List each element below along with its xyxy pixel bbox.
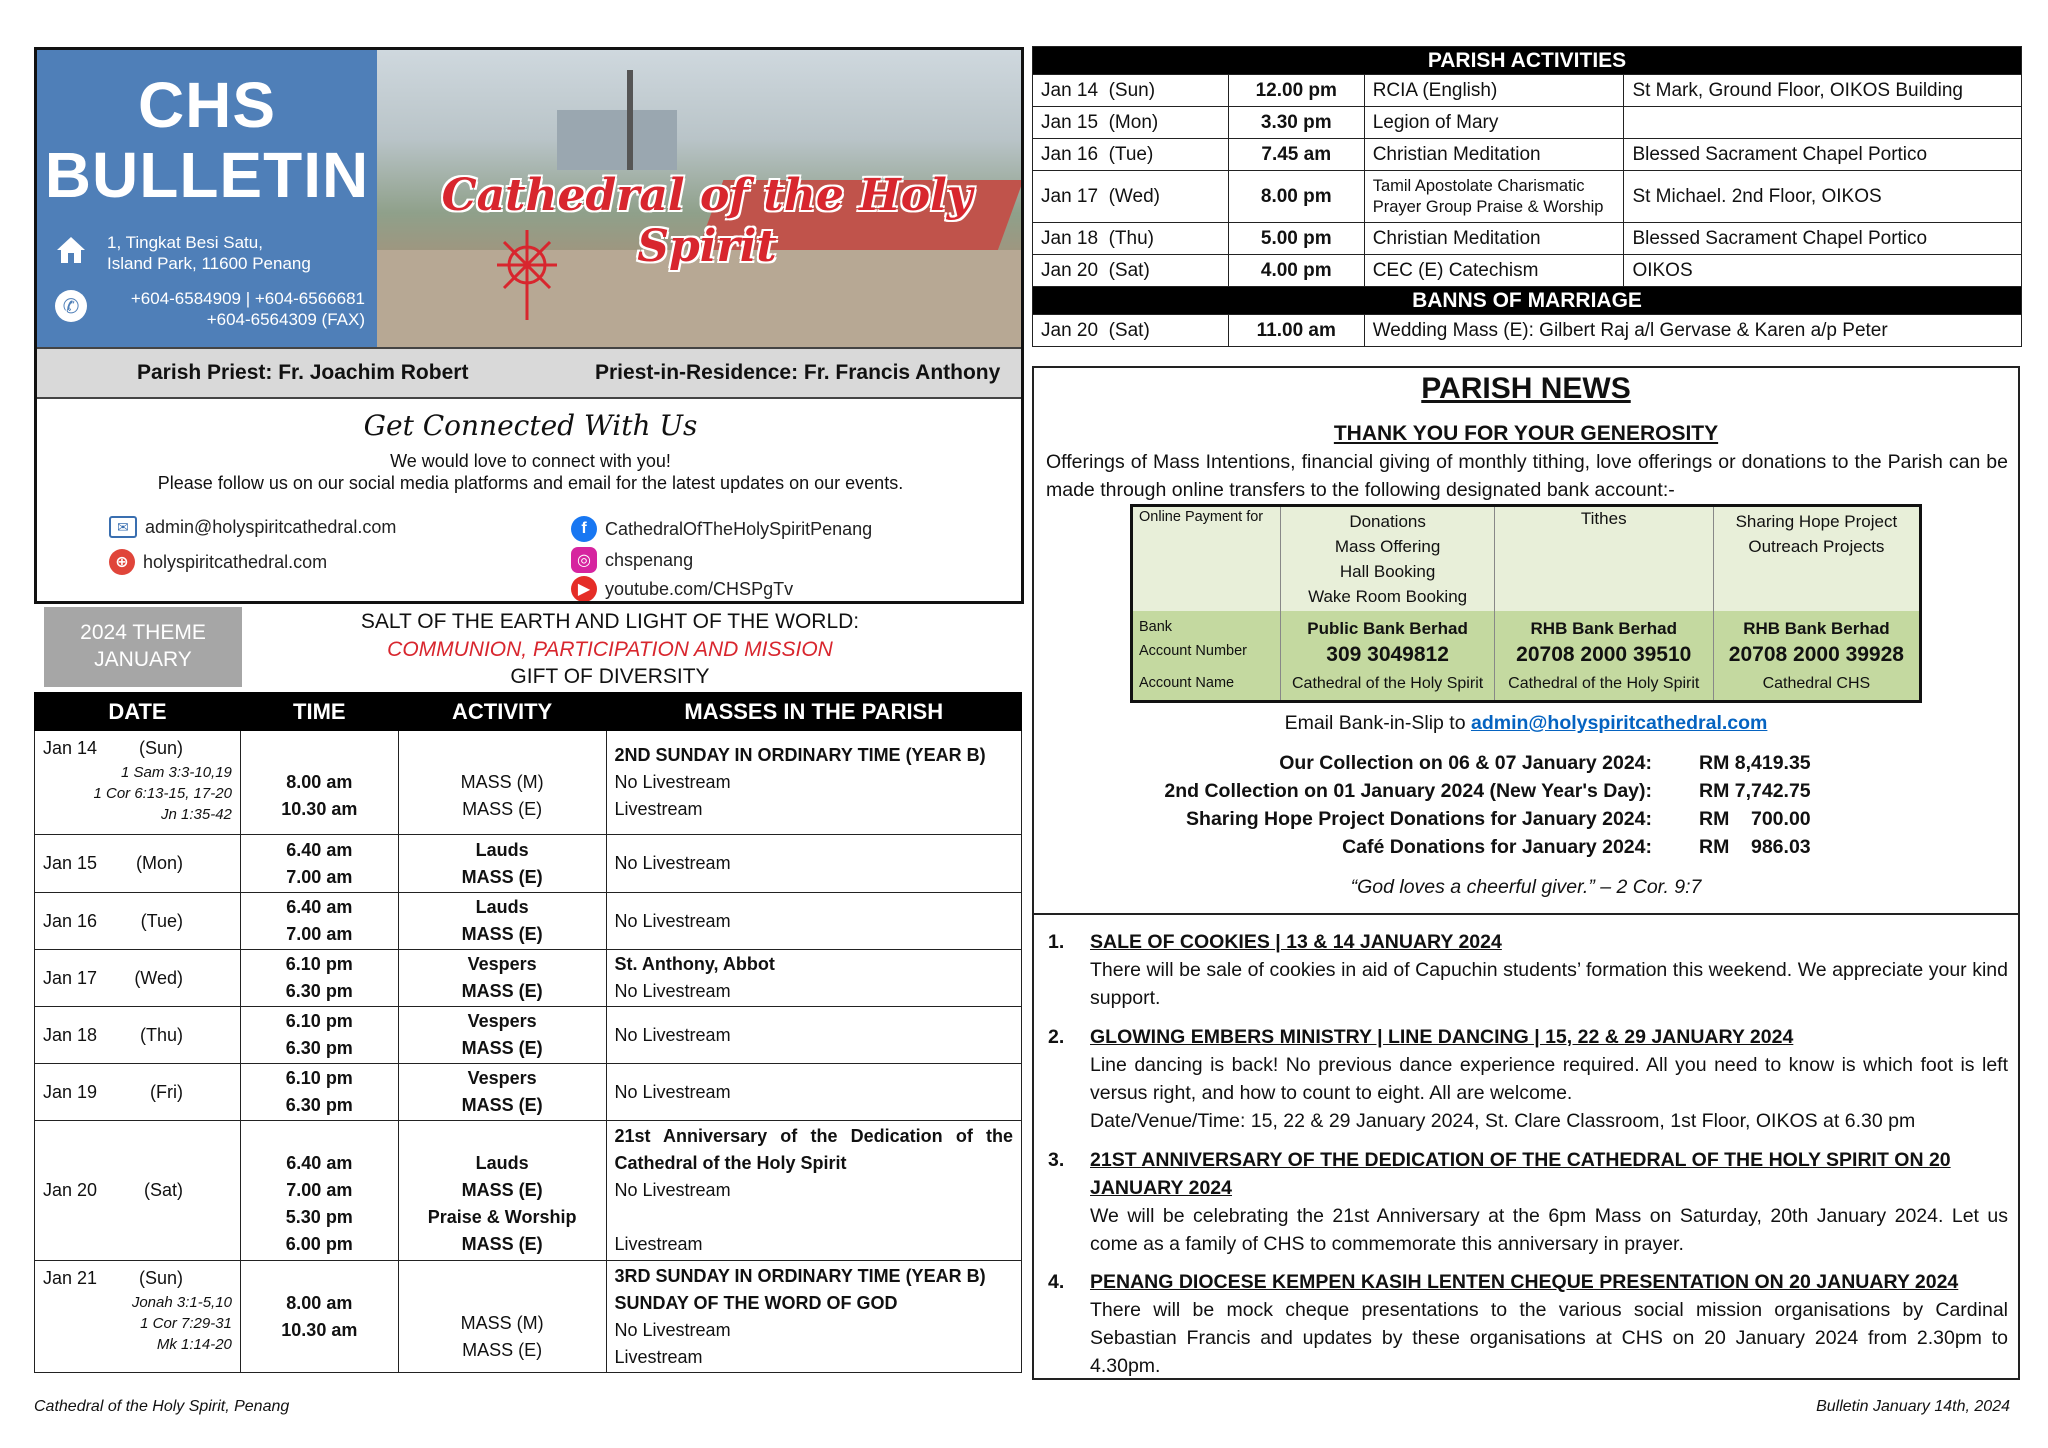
time: 7.00 am	[286, 1179, 353, 1200]
facebook-icon: f	[571, 516, 597, 542]
activity: Lauds	[475, 839, 529, 860]
venue: St Michael. 2nd Floor, OIKOS	[1624, 171, 2022, 223]
time: 6.30 pm	[285, 1095, 353, 1115]
table-row	[1033, 255, 2022, 287]
activity: MASS (E)	[461, 1038, 543, 1058]
banns-text: Wedding Mass (E): Gilbert Raj a/l Gervase & Karen a/p Peter	[1364, 315, 2021, 347]
row-day: (Thu)	[139, 1024, 183, 1045]
note: No Livestream	[614, 1180, 731, 1200]
collection-label: Our Collection on 06 & 07 January 2024:	[1279, 752, 1652, 774]
facebook-link[interactable]: CathedralOfTheHolySpiritPenang	[605, 518, 873, 539]
row-date: Jan 19	[43, 1081, 98, 1102]
label-account-number: Account Number	[1139, 643, 1247, 659]
col-activity: ACTIVITY	[398, 693, 606, 731]
item-number: 2.	[1048, 1026, 1065, 1048]
time: 10.30 am	[281, 1319, 358, 1340]
mass-schedule-table	[34, 692, 1022, 1373]
table-row	[1033, 75, 2022, 107]
item-title: GLOWING EMBERS MINISTRY | LINE DANCING | 15, 22 & 29 JANUARY 2024	[1090, 1026, 1794, 1048]
reading: Mk 1:14-20	[156, 1336, 232, 1353]
note: No Livestream	[614, 981, 731, 1001]
venue: OIKOS	[1624, 255, 2022, 287]
priests-bar	[37, 347, 1024, 399]
news-item	[1048, 928, 2008, 1012]
row-date: Jan 14	[1041, 79, 1099, 101]
note: No Livestream	[606, 893, 1021, 950]
news-subtitle: THANK YOU FOR YOUR GENEROSITY	[1333, 422, 1719, 445]
bank-name: RHB Bank Berhad	[1713, 611, 1920, 641]
phone-line-2: +604-6564309 (FAX)	[206, 310, 365, 329]
email-slip-line	[1034, 712, 2018, 735]
note: SUNDAY OF THE WORD OF GOD	[614, 1292, 898, 1313]
row-date: Jan 17	[43, 967, 98, 988]
time: 7.45 am	[1228, 139, 1364, 171]
parish-news-box	[1032, 366, 2020, 1380]
note: No Livestream	[606, 835, 1021, 893]
table-row	[1033, 171, 2022, 223]
item-text: There will be sale of cookies in aid of Capuchin students’ formation this weekend. We appreciate your kind support.	[1090, 959, 2008, 1009]
connect-line-2: Please follow us on our social media platforms and email for the latest updates on our events.	[157, 473, 904, 493]
item-number: 4.	[1048, 1271, 1065, 1293]
time: 6.40 am	[286, 897, 353, 917]
activity: MASS (M)	[460, 771, 544, 792]
table-row	[35, 1064, 1022, 1121]
parish-priest: Parish Priest: Fr. Joachim Robert	[137, 361, 469, 384]
time: 8.00 am	[286, 771, 353, 792]
time: 6.10 pm	[285, 1011, 353, 1031]
item-number: 1.	[1048, 931, 1065, 953]
activity: MASS (E)	[461, 924, 543, 944]
theme-box	[44, 607, 242, 687]
time: 7.00 am	[286, 924, 353, 944]
account-number: 20708 2000 39510	[1494, 641, 1713, 673]
note: 3RD SUNDAY IN ORDINARY TIME (YEAR B)	[614, 1265, 986, 1286]
instagram-icon: ◎	[571, 547, 597, 573]
row-date: Jan 18	[1041, 227, 1099, 249]
table-row	[35, 1007, 1022, 1064]
news-item	[1048, 1146, 2008, 1258]
activity: MASS (E)	[461, 1095, 543, 1115]
table-row	[35, 950, 1022, 1007]
address-line-2: Island Park, 11600 Penang	[107, 254, 311, 273]
scripture-quote: “God loves a cheerful giver.” – 2 Cor. 9:7	[1350, 876, 1702, 898]
activity: Vespers	[467, 954, 537, 974]
item-text: There will be mock cheque presentations to the various social mission organisations by Cardinal Sebastian Francis and updates by these organisations at CHS on 20 January 2024 from 2.30pm to 4.30pm.	[1090, 1299, 2008, 1377]
item-title: SALE OF COOKIES | 13 & 14 JANUARY 2024	[1090, 931, 1502, 953]
activity: Praise & Worship	[427, 1206, 577, 1227]
label-bank: Bank	[1139, 619, 1173, 635]
row-date: Jan 14	[43, 738, 98, 758]
mass-table-header	[35, 693, 1022, 731]
table-row	[35, 893, 1022, 950]
news-intro: Offerings of Mass Intentions, financial giving of monthly tithing, love offerings or donations to the Parish can be made through online transfers to the following designated bank account:-	[1046, 451, 2008, 501]
row-date: Jan 20	[43, 1180, 98, 1200]
row-day: (Mon)	[1108, 111, 1159, 133]
time: 6.40 am	[286, 1152, 353, 1173]
item-number: 3.	[1048, 1149, 1065, 1171]
note: No Livestream	[614, 1319, 731, 1340]
account-name: Cathedral of the Holy Spirit	[1281, 673, 1494, 701]
purpose: Mass Offering	[1334, 537, 1441, 556]
activity: Vespers	[467, 1011, 537, 1031]
parish-activities-table	[1032, 46, 2022, 347]
time: 7.00 am	[286, 866, 353, 887]
account-name: Cathedral CHS	[1713, 673, 1920, 701]
table-row	[35, 1121, 1022, 1261]
news-title: PARISH NEWS	[1421, 372, 1631, 405]
col-time: TIME	[240, 693, 398, 731]
connect-section	[37, 401, 1024, 604]
time: 10.30 am	[281, 798, 358, 819]
youtube-icon: ▶	[571, 576, 597, 602]
note: 2ND SUNDAY IN ORDINARY TIME (YEAR B)	[614, 745, 986, 765]
row-date: Jan 21	[43, 1268, 98, 1288]
time: 6.40 am	[286, 839, 353, 860]
footer-right: Bulletin January 14th, 2024	[1816, 1398, 2010, 1415]
home-icon	[55, 234, 87, 266]
item-text: Line dancing is back! No previous dance experience required. All you need to know is which foot is left versus right, and how to count to eight. All are welcome.	[1090, 1054, 2008, 1104]
connect-title: Get Connected With Us	[363, 409, 698, 442]
table-row	[1033, 107, 2022, 139]
news-item	[1048, 1268, 2008, 1380]
priest-in-residence: Priest-in-Residence: Fr. Francis Anthony	[595, 361, 1001, 384]
row-date: Jan 18	[43, 1024, 98, 1045]
table-row	[35, 835, 1022, 893]
reading: 1 Cor 6:13-15, 17-20	[93, 785, 232, 802]
purpose: Hall Booking	[1339, 562, 1436, 581]
time: 6.10 pm	[285, 954, 353, 974]
chs-title: CHS	[137, 69, 277, 141]
account-number: 20708 2000 39928	[1713, 641, 1920, 673]
venue: Blessed Sacrament Chapel Portico	[1624, 223, 2022, 255]
cathedral-title: Cathedral of the Holy Spirit	[441, 170, 973, 272]
row-day: (Sat)	[143, 1180, 183, 1200]
row-date: Jan 17	[1041, 185, 1099, 207]
purpose: Sharing Hope Project	[1735, 512, 1898, 531]
row-day: (Wed)	[1108, 185, 1160, 207]
note: Livestream	[614, 799, 703, 819]
row-date: Jan 15	[1041, 111, 1099, 133]
activity: MASS (E)	[462, 1339, 543, 1360]
row-day: (Wed)	[134, 967, 183, 988]
time: 5.00 pm	[1228, 223, 1364, 255]
table-row	[35, 1261, 1022, 1373]
table-row	[1033, 223, 2022, 255]
time: 4.00 pm	[1228, 255, 1364, 287]
theme-year: 2024 THEME	[80, 621, 206, 644]
note: No Livestream	[606, 1064, 1021, 1121]
table-row	[1033, 139, 2022, 171]
row-date: Jan 16	[1041, 143, 1099, 165]
col-date: DATE	[35, 693, 241, 731]
note: Livestream	[614, 1234, 703, 1254]
row-date: Jan 20	[1041, 319, 1099, 341]
collection-value: RM 986.03	[1699, 836, 1811, 858]
activity: RCIA (English)	[1364, 75, 1624, 107]
news-item	[1048, 1023, 2008, 1135]
row-day: (Sat)	[1108, 319, 1150, 341]
bank-name: RHB Bank Berhad	[1494, 611, 1713, 641]
instagram-link[interactable]: chspenang	[605, 549, 694, 570]
banns-title: BANNS OF MARRIAGE	[1033, 287, 2022, 315]
time: 3.30 pm	[1228, 107, 1364, 139]
activity: MASS (E)	[461, 866, 543, 887]
note	[615, 1204, 1013, 1231]
collection-label: Café Donations for January 2024:	[1342, 836, 1652, 858]
collection-value: RM 700.00	[1699, 808, 1811, 830]
col-masses: MASSES IN THE PARISH	[606, 693, 1021, 731]
item-title: 21ST ANNIVERSARY OF THE DEDICATION OF THE CATHEDRAL OF THE HOLY SPIRIT ON 20 JANUARY 2024	[1090, 1149, 1951, 1199]
title-panel	[37, 50, 377, 347]
reading: 1 Sam 3:3-10,19	[121, 764, 232, 781]
time: 6.00 pm	[285, 1233, 353, 1254]
collection-value: RM 7,742.75	[1699, 780, 1811, 802]
row-date: Jan 16	[43, 910, 98, 931]
row-day: (Sun)	[138, 738, 183, 758]
holy-spirit-emblem-icon	[492, 225, 562, 325]
venue	[1624, 107, 2022, 139]
row-day: (Sun)	[138, 1268, 183, 1288]
collection-value: RM 8,419.35	[1699, 752, 1811, 774]
cathedral-photo	[377, 50, 1024, 347]
reading: Jn 1:35-42	[161, 806, 232, 823]
activity: MASS (E)	[461, 1179, 543, 1200]
venue: St Mark, Ground Floor, OIKOS Building	[1624, 75, 2022, 107]
time: 6.30 pm	[285, 1038, 353, 1058]
youtube-link[interactable]: youtube.com/CHSPgTv	[605, 578, 794, 599]
time: 6.30 pm	[285, 981, 353, 1001]
email-slip-prefix: Email Bank-in-Slip to	[1284, 712, 1471, 734]
activity: MASS (E)	[462, 798, 543, 819]
note: No Livestream	[614, 772, 731, 792]
activity: Christian Meditation	[1364, 139, 1624, 171]
theme-month: JANUARY	[94, 648, 192, 671]
parish-activities-title: PARISH ACTIVITIES	[1033, 47, 2022, 75]
email-link[interactable]: admin@holyspiritcathedral.com	[145, 516, 397, 537]
globe-icon: ⊕	[109, 549, 135, 575]
bank-account-table	[1130, 504, 1922, 703]
time: 11.00 am	[1228, 315, 1364, 347]
table-row	[35, 731, 1022, 835]
bank-name: Public Bank Berhad	[1281, 611, 1494, 641]
note: St. Anthony, Abbot	[614, 954, 775, 974]
purpose: Tithes	[1494, 506, 1713, 612]
activity: Legion of Mary	[1364, 107, 1624, 139]
row-day: (Thu)	[1108, 227, 1155, 249]
bulletin-title: BULLETIN	[44, 139, 370, 211]
activity: Tamil Apostolate Charismatic Prayer Group Praise & Worship	[1364, 171, 1624, 223]
phone-line-1: +604-6584909 | +604-6566681	[130, 289, 365, 308]
theme-line-2: COMMUNION, PARTICIPATION AND MISSION	[387, 638, 833, 661]
purpose: Outreach Projects	[1748, 537, 1885, 556]
row-day: (Sun)	[1108, 79, 1156, 101]
row-day: (Tue)	[1108, 143, 1154, 165]
account-name: Cathedral of the Holy Spirit	[1494, 673, 1713, 701]
footer-left: Cathedral of the Holy Spirit, Penang	[34, 1398, 290, 1415]
time: 5.30 pm	[285, 1206, 353, 1227]
phone-icon: ✆	[55, 290, 87, 322]
item-text: Date/Venue/Time: 15, 22 & 29 January 2024, St. Clare Classroom, 1st Floor, OIKOS at 6.30 pm	[1090, 1110, 1916, 1132]
theme-line-1: SALT OF THE EARTH AND LIGHT OF THE WORLD:	[360, 610, 860, 633]
time: 12.00 pm	[1228, 75, 1364, 107]
account-number: 309 3049812	[1281, 641, 1494, 673]
venue: Blessed Sacrament Chapel Portico	[1624, 139, 2022, 171]
item-title: PENANG DIOCESE KEMPEN KASIH LENTEN CHEQUE PRESENTATION ON 20 JANUARY 2024	[1090, 1271, 1959, 1293]
item-text: We will be celebrating the 21st Anniversary at the 6pm Mass on Saturday, 20th January 2024. Let us come as a family of CHS to commemorate this anniversary in prayer.	[1090, 1205, 2008, 1255]
note: Livestream	[614, 1346, 703, 1367]
purpose: Donations	[1349, 512, 1426, 531]
activity: Vespers	[467, 1068, 537, 1088]
row-day: (Sat)	[1108, 259, 1150, 281]
email-slip-link[interactable]: admin@holyspiritcathedral.com	[1470, 712, 1768, 734]
activity: Lauds	[475, 897, 529, 917]
theme-line-3: GIFT OF DIVERSITY	[510, 665, 710, 688]
activity: Lauds	[475, 1152, 529, 1173]
activity: MASS (M)	[460, 1312, 544, 1333]
row-day: (Tue)	[140, 910, 183, 931]
bulletin-header	[34, 47, 1024, 604]
email-icon: ✉	[109, 516, 137, 538]
purpose: Wake Room Booking	[1308, 587, 1468, 606]
activity: MASS (E)	[461, 1233, 543, 1254]
time: 8.00 pm	[1228, 171, 1364, 223]
collection-label: 2nd Collection on 01 January 2024 (New Year's Day):	[1164, 780, 1652, 802]
row-day: (Mon)	[135, 853, 183, 873]
website-link[interactable]: holyspiritcathedral.com	[143, 551, 328, 572]
note: No Livestream	[606, 1007, 1021, 1064]
note: 21st Anniversary of the Dedication of the Cathedral of the Holy Spirit	[614, 1126, 1013, 1173]
table-row	[1033, 315, 2022, 347]
time: 6.10 pm	[285, 1068, 353, 1088]
row-day: (Fri)	[150, 1081, 183, 1102]
row-date: Jan 20	[1041, 259, 1099, 281]
activity: Christian Meditation	[1364, 223, 1624, 255]
connect-line-1: We would love to connect with you!	[390, 451, 671, 471]
address-line-1: 1, Tingkat Besi Satu,	[107, 233, 263, 252]
activity: MASS (E)	[461, 981, 543, 1001]
reading: 1 Cor 7:29-31	[140, 1315, 232, 1332]
activity: CEC (E) Catechism	[1364, 255, 1624, 287]
label-online-payment: Online Payment for	[1139, 509, 1264, 525]
collection-label: Sharing Hope Project Donations for January 2024:	[1186, 808, 1652, 830]
reading: Jonah 3:1-5,10	[131, 1294, 232, 1311]
time: 8.00 am	[286, 1292, 353, 1313]
label-account-name: Account Name	[1139, 675, 1235, 691]
row-date: Jan 15	[43, 853, 98, 873]
